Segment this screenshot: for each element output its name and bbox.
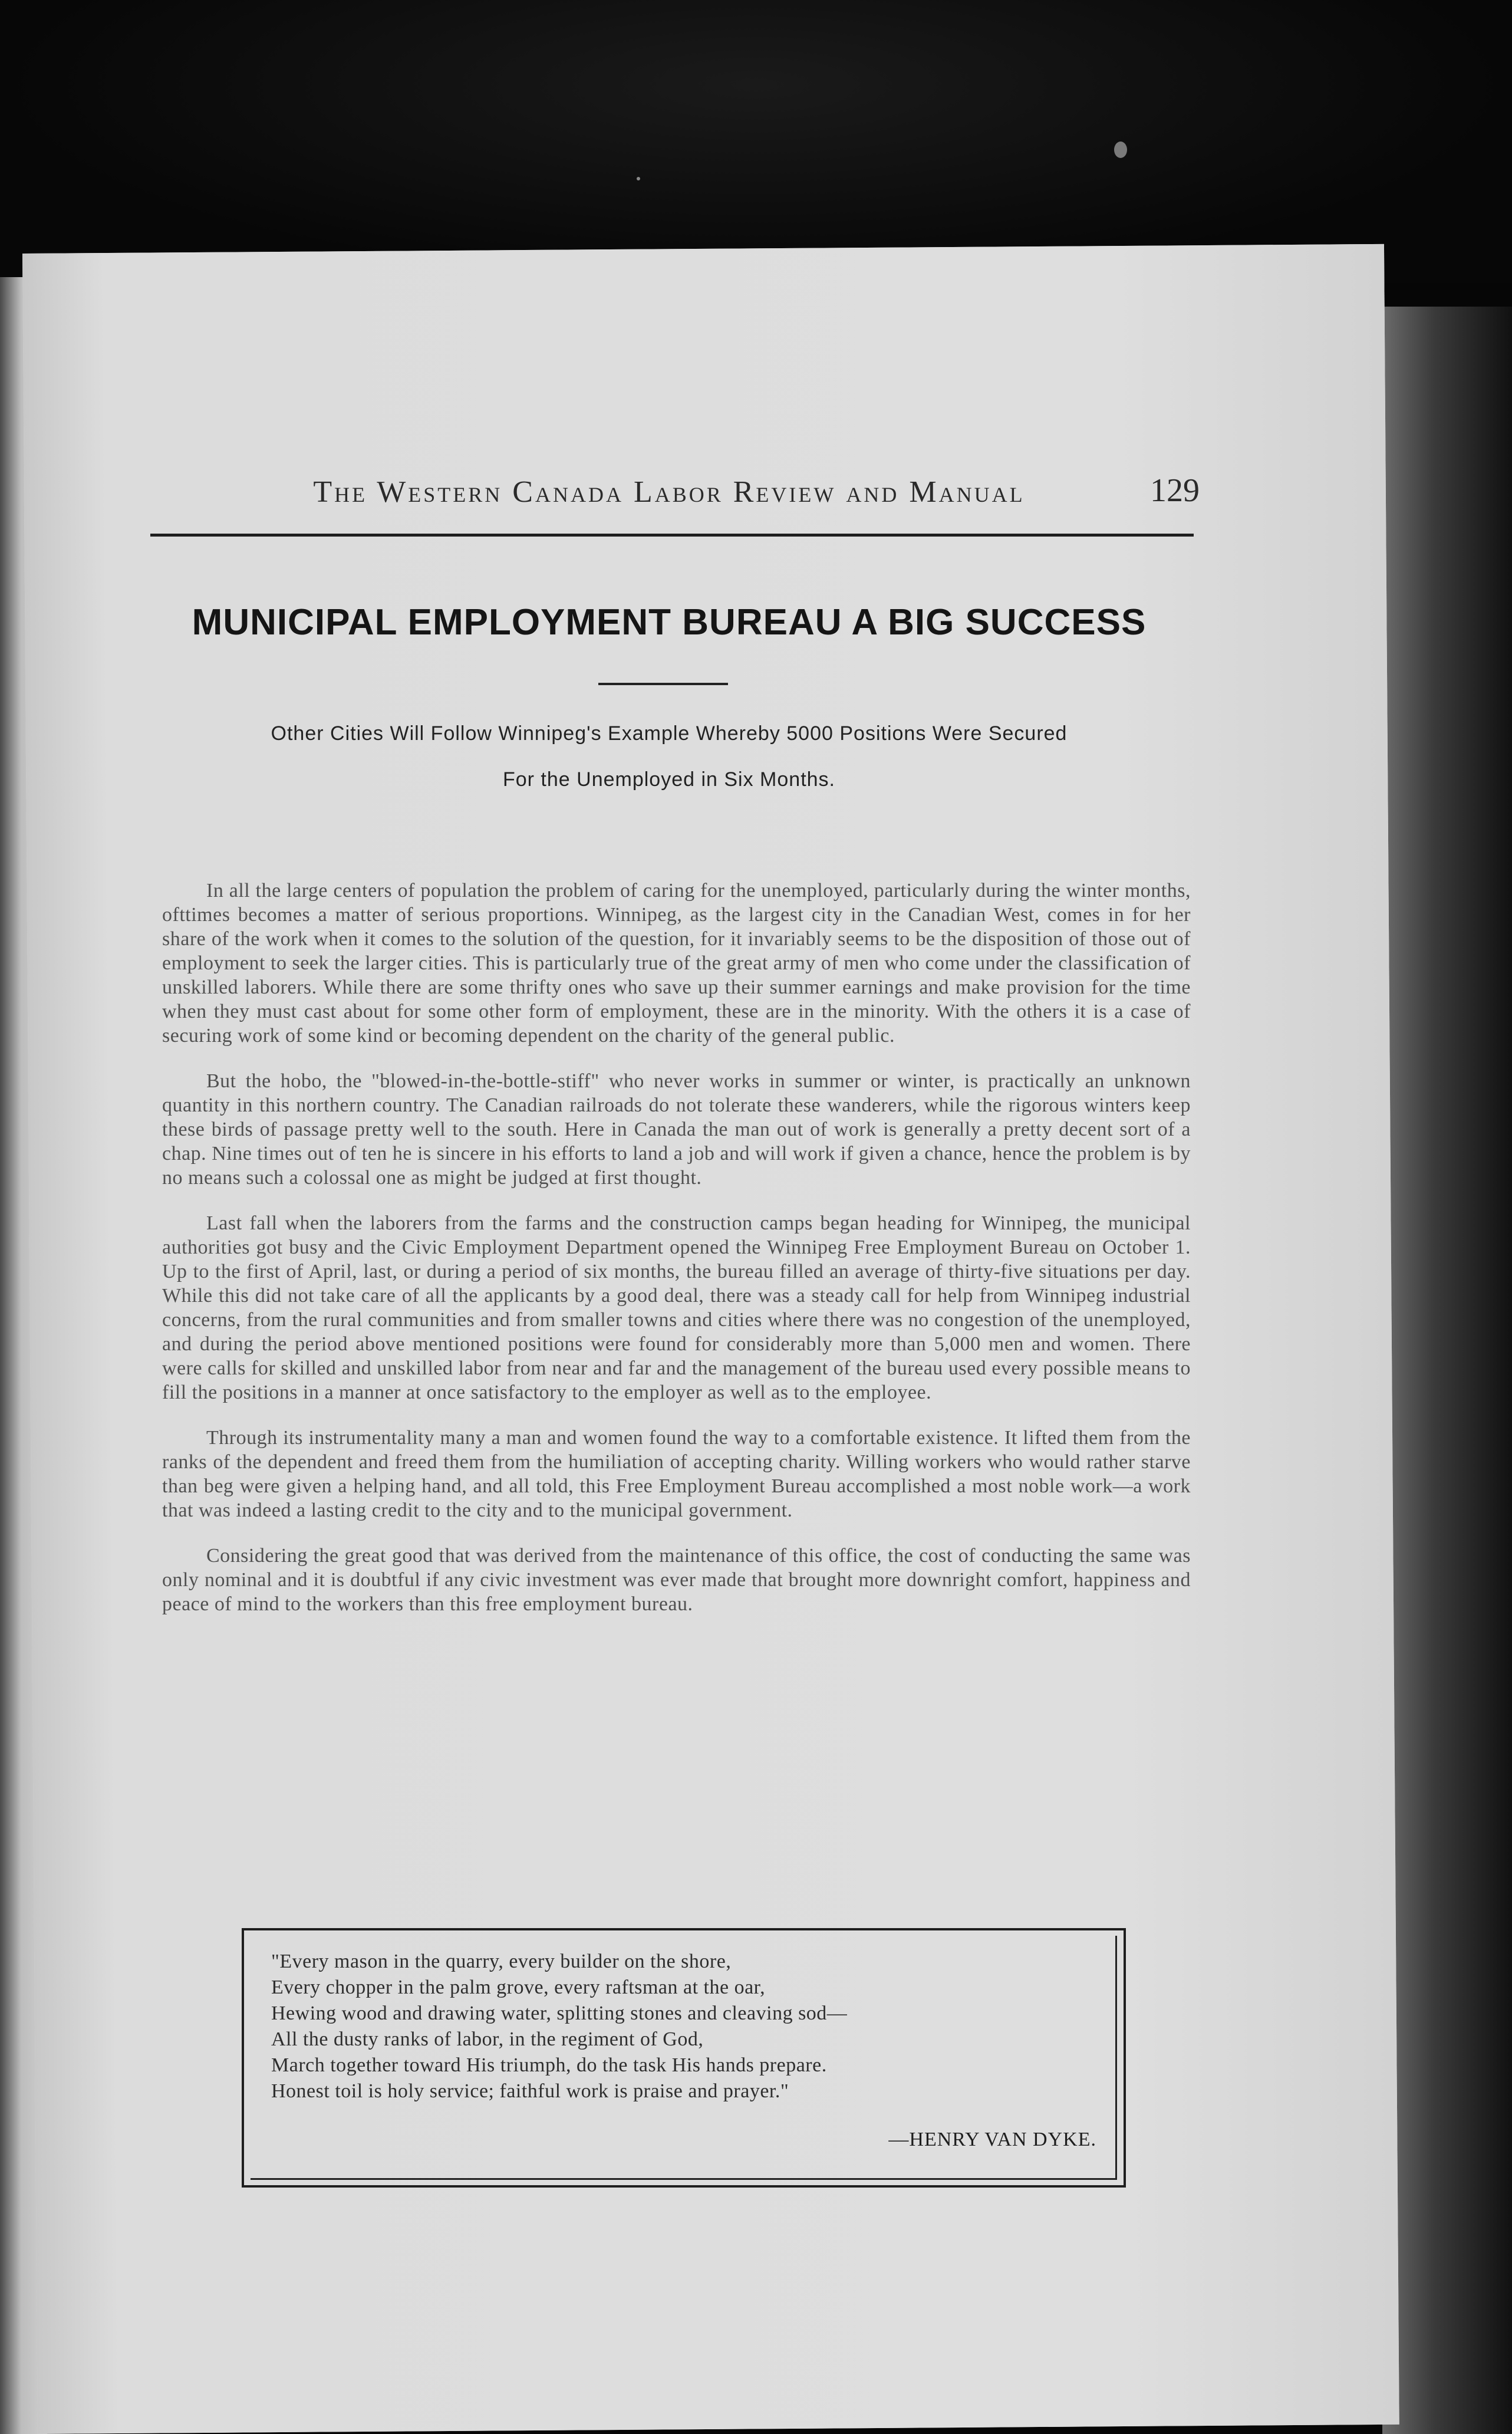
- article-body: [162, 879, 1191, 1637]
- paragraph: Through its instrumentality many a man and women found the way to a comfortable existence. It lifted them from the ranks of the dependent and freed them from the humiliation of accepting charity. Willing workers who would rather starve than beg were given a helping hand, and all told, this Free Employment Bureau accomplished a most noble work—a work that was indeed a lasting credit to the city and to the municipal government.: [162, 1427, 1191, 1521]
- dust-speck: [637, 177, 640, 180]
- title-divider: [598, 683, 728, 685]
- subtitle-line-1: Other Cities Will Follow Winnipeg's Example Whereby 5000 Positions Were Secured: [271, 722, 1068, 745]
- paragraph: Last fall when the laborers from the farms and the construction camps began heading for Winnipeg, the municipal authorities got busy and the Civic Employment Department opened the Winnipeg Free Employment Bureau on October 1. Up to the first of April, last, or during a period of six months, the bureau filled an average of thirty-five situations per day. While this did not take care of all the applicants by a good deal, there was a steady call for help from Winnipeg industrial concerns, from the rural communities and from smaller towns and cities where there was no congestion of the unemployed, and during the period above mentioned positions were found for considerably more than 5,000 men and women. There were calls for skilled and unskilled labor from near and far and the management of the bureau used every possible means to fill the positions in a manner at once satisfactory to the employer as well as to the employee.: [162, 1212, 1191, 1403]
- poem-line: Honest toil is holy service; faithful work is praise and prayer.": [271, 2080, 789, 2102]
- page-number: 129: [1150, 472, 1200, 509]
- poem-line: Hewing wood and drawing water, splitting stones and cleaving sod—: [271, 2002, 848, 2024]
- poem-line: "Every mason in the quarry, every builder on the shore,: [271, 1951, 732, 1972]
- poem-line: All the dusty ranks of labor, in the regiment of God,: [271, 2028, 704, 2050]
- subtitle-line-2: For the Unemployed in Six Months.: [502, 768, 836, 791]
- page-right-shadow: [1382, 307, 1512, 2434]
- article-subtitle: [136, 711, 1203, 802]
- poem-line: March together toward His triumph, do the task His hands prepare.: [271, 2054, 827, 2076]
- header-rule: [150, 534, 1194, 537]
- poem-line: Every chopper in the palm grove, every raftsman at the oar,: [271, 1976, 766, 1998]
- background-dark-area: [0, 0, 1512, 283]
- poem-attribution: —HENRY VAN DYKE.: [888, 2129, 1096, 2150]
- paragraph: Considering the great good that was derived from the maintenance of this office, the cost of conducting the same was only nominal and it is doubtful if any civic investment was ever made that brought more downright comfort, happiness and peace of mind to the workers than this free employment bureau.: [162, 1545, 1191, 1615]
- article-title: MUNICIPAL EMPLOYMENT BUREAU A BIG SUCCESS: [192, 602, 1147, 643]
- poem-quote: [271, 1949, 1108, 2104]
- running-title: The Western Canada Labor Review and Manual: [313, 475, 1025, 509]
- paragraph: In all the large centers of population the problem of caring for the unemployed, particularly during the winter months, ofttimes becomes a matter of serious proportions. Winnipeg, as the largest city in the Canadian West, comes in for her share of the work when it comes to the solution of the question, for it invariably seems to be the disposition of those out of employment to seek the larger cities. This is particularly true of the great army of men who come under the classification of unskilled laborers. While there are some thrifty ones who save up their summer earnings and make provision for the time when they must cast about for some other form of employment, these are in the minority. With the others it is a case of securing work of some kind or becoming dependent on the charity of the general public.: [162, 880, 1191, 1047]
- dust-speck: [1114, 142, 1127, 158]
- paragraph: But the hobo, the "blowed-in-the-bottle-stiff" who never works in summer or winter, is practically an unknown quantity in this northern country. The Canadian railroads do not tolerate these wanderers, while the rigorous winters keep these birds of passage pretty well to the south. Here in Canada the man out of work is generally a pretty decent sort of a chap. Nine times out of ten he is sincere in his efforts to land a job and will work if given a chance, hence the problem is by no means such a colossal one as might be judged at first thought.: [162, 1070, 1191, 1189]
